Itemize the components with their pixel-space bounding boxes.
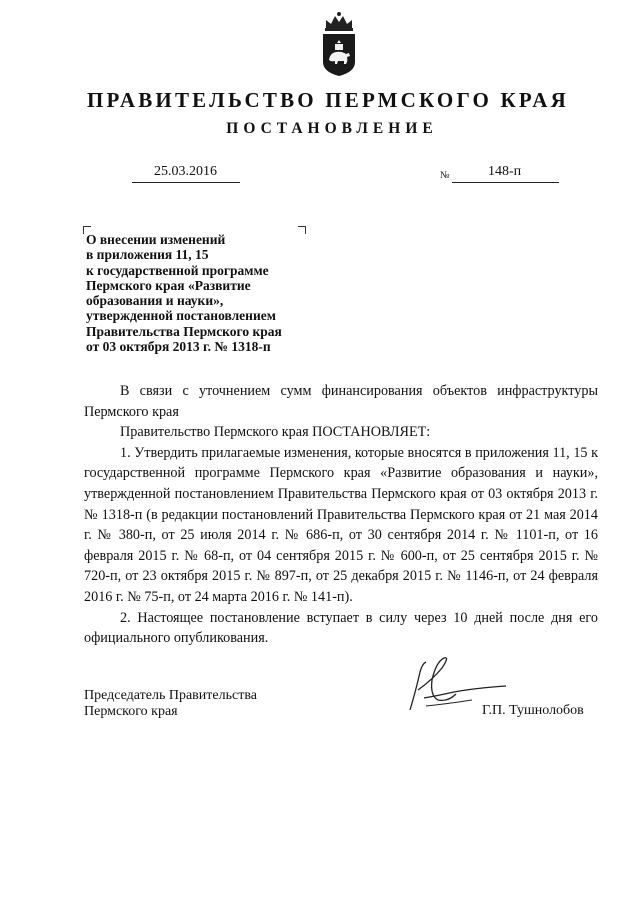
subject-line: от 03 октября 2013 г. № 1318-п <box>86 339 271 355</box>
subject-line: утвержденной постановлением <box>86 308 276 324</box>
subject-line: к государственной программе <box>86 262 269 278</box>
body-paragraph-item-2: 2. Настоящее постановление вступает в силу через 10 дней после дня его официального опубликования. <box>84 609 598 647</box>
body-paragraph-item-1: 1. Утвердить прилагаемые изменения, которые вносятся в приложения 11, 15 к государственной программе Пермского края «Развитие образования и науки», утвержденной постановлением Правительства Пермского края от 03 октября 2013 г. № 1318-п (в редакции постановлений Правительства Пермского края от 21 мая 2014 г. № 380-п, от 25 июля 2014 г. № 686-п, от 30 сентября 2014 г. № 1101-п, от 16 февраля 2015 г. № 68-п, от 04 сентября 2015 г. № 600-п, от 25 сентября 2015 г. № 720-п, от 23 октября 2015 г. № 897-п, от 25 декабря 2015 г. № 1146-п, от 24 февраля 2016 г. № 75-п, от 24 марта 2016 г. № 141-п). <box>84 444 598 605</box>
body-paragraph-preamble: В связи с уточнением сумм финансирования объектов инфраструктуры Пермского края <box>84 383 598 420</box>
subject-line: О внесении изменений <box>86 232 226 247</box>
document-number-field <box>452 164 559 183</box>
document-number: 148-п <box>488 164 522 179</box>
perm-krai-coat-of-arms-icon <box>318 10 360 78</box>
document-subject <box>86 232 326 354</box>
body-paragraph-resolves: Правительство Пермского края ПОСТАНОВЛЯЕТ: <box>120 424 431 441</box>
signatory-name: Г.П. Тушнолобов <box>482 703 584 718</box>
signatory-role-line: Председатель Правительства <box>84 688 257 703</box>
number-sign: № <box>440 170 450 181</box>
document-type: ПОСТАНОВЛЕНИЕ <box>226 120 438 137</box>
signatory-role <box>84 688 257 720</box>
document-body <box>84 381 598 649</box>
document-date-field <box>132 164 240 183</box>
government-title: ПРАВИТЕЛЬСТВО ПЕРМСКОГО КРАЯ <box>86 88 569 112</box>
subject-line: Пермского края «Развитие <box>86 277 251 293</box>
document-date: 25.03.2016 <box>154 164 217 179</box>
subject-line: в приложения 11, 15 <box>86 247 209 263</box>
subject-line: образования и науки», <box>86 293 224 309</box>
signatory-role-line: Пермского края <box>84 704 178 719</box>
subject-line: Правительства Пермского края <box>86 323 282 339</box>
